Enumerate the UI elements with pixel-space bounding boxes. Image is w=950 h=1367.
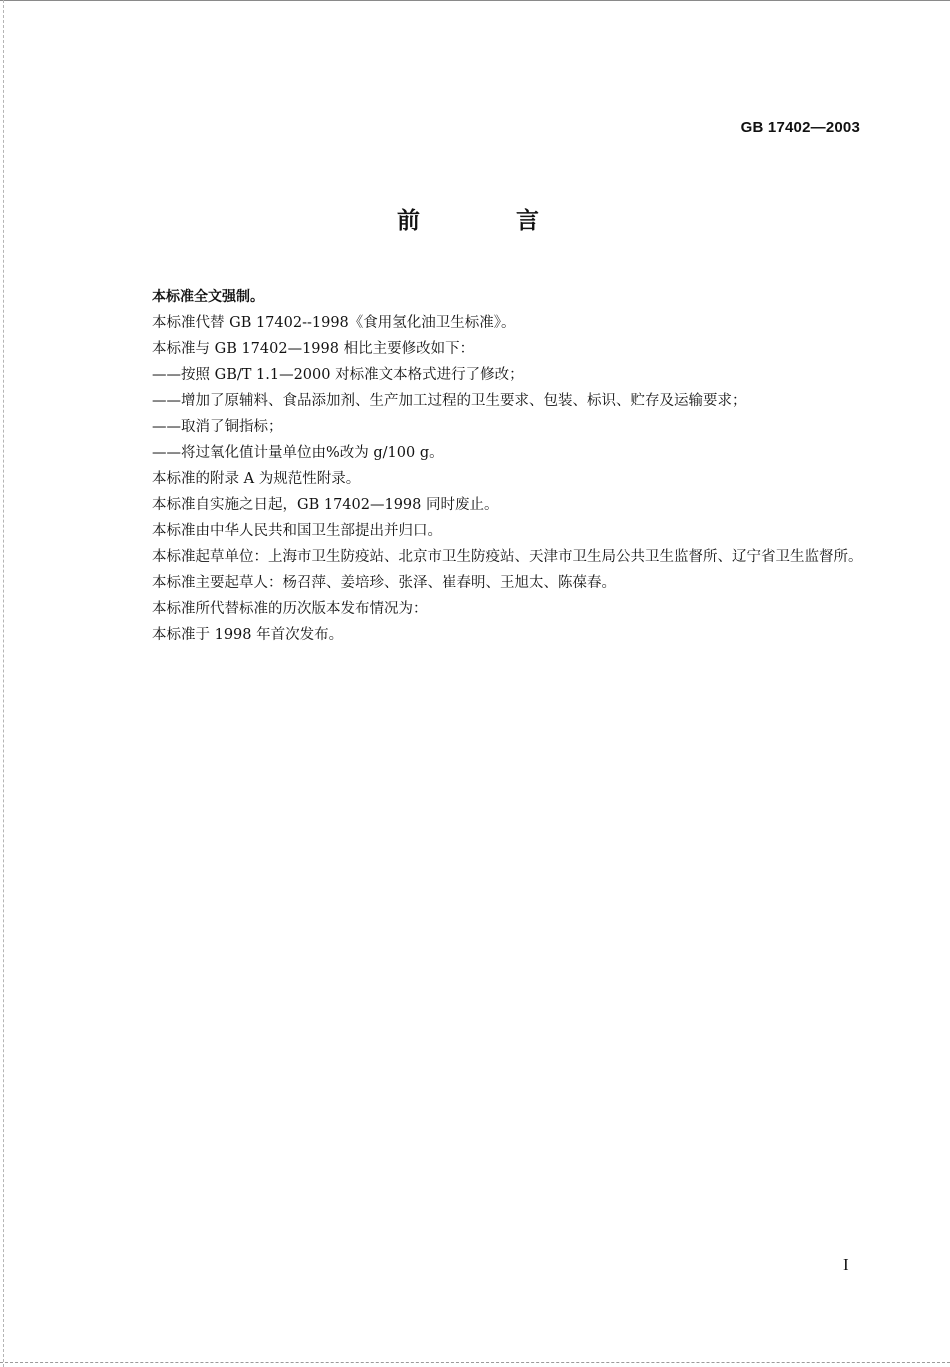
paragraph-mandatory: 本标准全文强制。 — [152, 289, 264, 305]
paragraph-drafting-units: 本标准起草单位：上海市卫生防疫站、北京市卫生防疫站、天津市卫生局公共卫生监督所、辽宁省卫生监督所。 — [152, 549, 863, 565]
paragraph-drafters: 本标准主要起草人：杨召萍、姜培珍、张泽、崔春明、王旭太、陈葆春。 — [152, 575, 616, 591]
list-item-change: ——按照 GB/T 1.1—2000 对标准文本格式进行了修改； — [152, 367, 524, 383]
paragraph-proposer: 本标准由中华人民共和国卫生部提出并归口。 — [152, 523, 442, 539]
page-title: 前 言 — [396, 208, 583, 234]
paragraph-effective: 本标准自实施之日起，GB 17402—1998 同时废止。 — [152, 497, 499, 513]
paragraph-appendix: 本标准的附录 A 为规范性附录。 — [152, 471, 361, 487]
list-item-change: ——将过氧化值计量单位由%改为 g/100 g。 — [152, 445, 444, 461]
list-item-change: ——增加了原辅料、食品添加剂、生产加工过程的卫生要求、包装、标识、贮存及运输要求； — [152, 393, 747, 409]
document-body — [108, 284, 864, 648]
paragraph-history-intro: 本标准所代替标准的历次版本发布情况为： — [152, 601, 428, 617]
scan-edge-bottom — [0, 1362, 950, 1364]
list-item-change: ——取消了铜指标； — [152, 419, 283, 435]
paragraph-changes-intro: 本标准与 GB 17402—1998 相比主要修改如下： — [152, 341, 475, 357]
standard-code: GB 17402—2003 — [740, 119, 860, 136]
paragraph-history: 本标准于 1998 年首次发布。 — [152, 627, 344, 643]
page-number: I — [843, 1255, 849, 1274]
paragraph-replaces: 本标准代替 GB 17402--1998《食用氢化油卫生标准》。 — [152, 315, 516, 331]
scan-edge-top — [0, 0, 950, 2]
